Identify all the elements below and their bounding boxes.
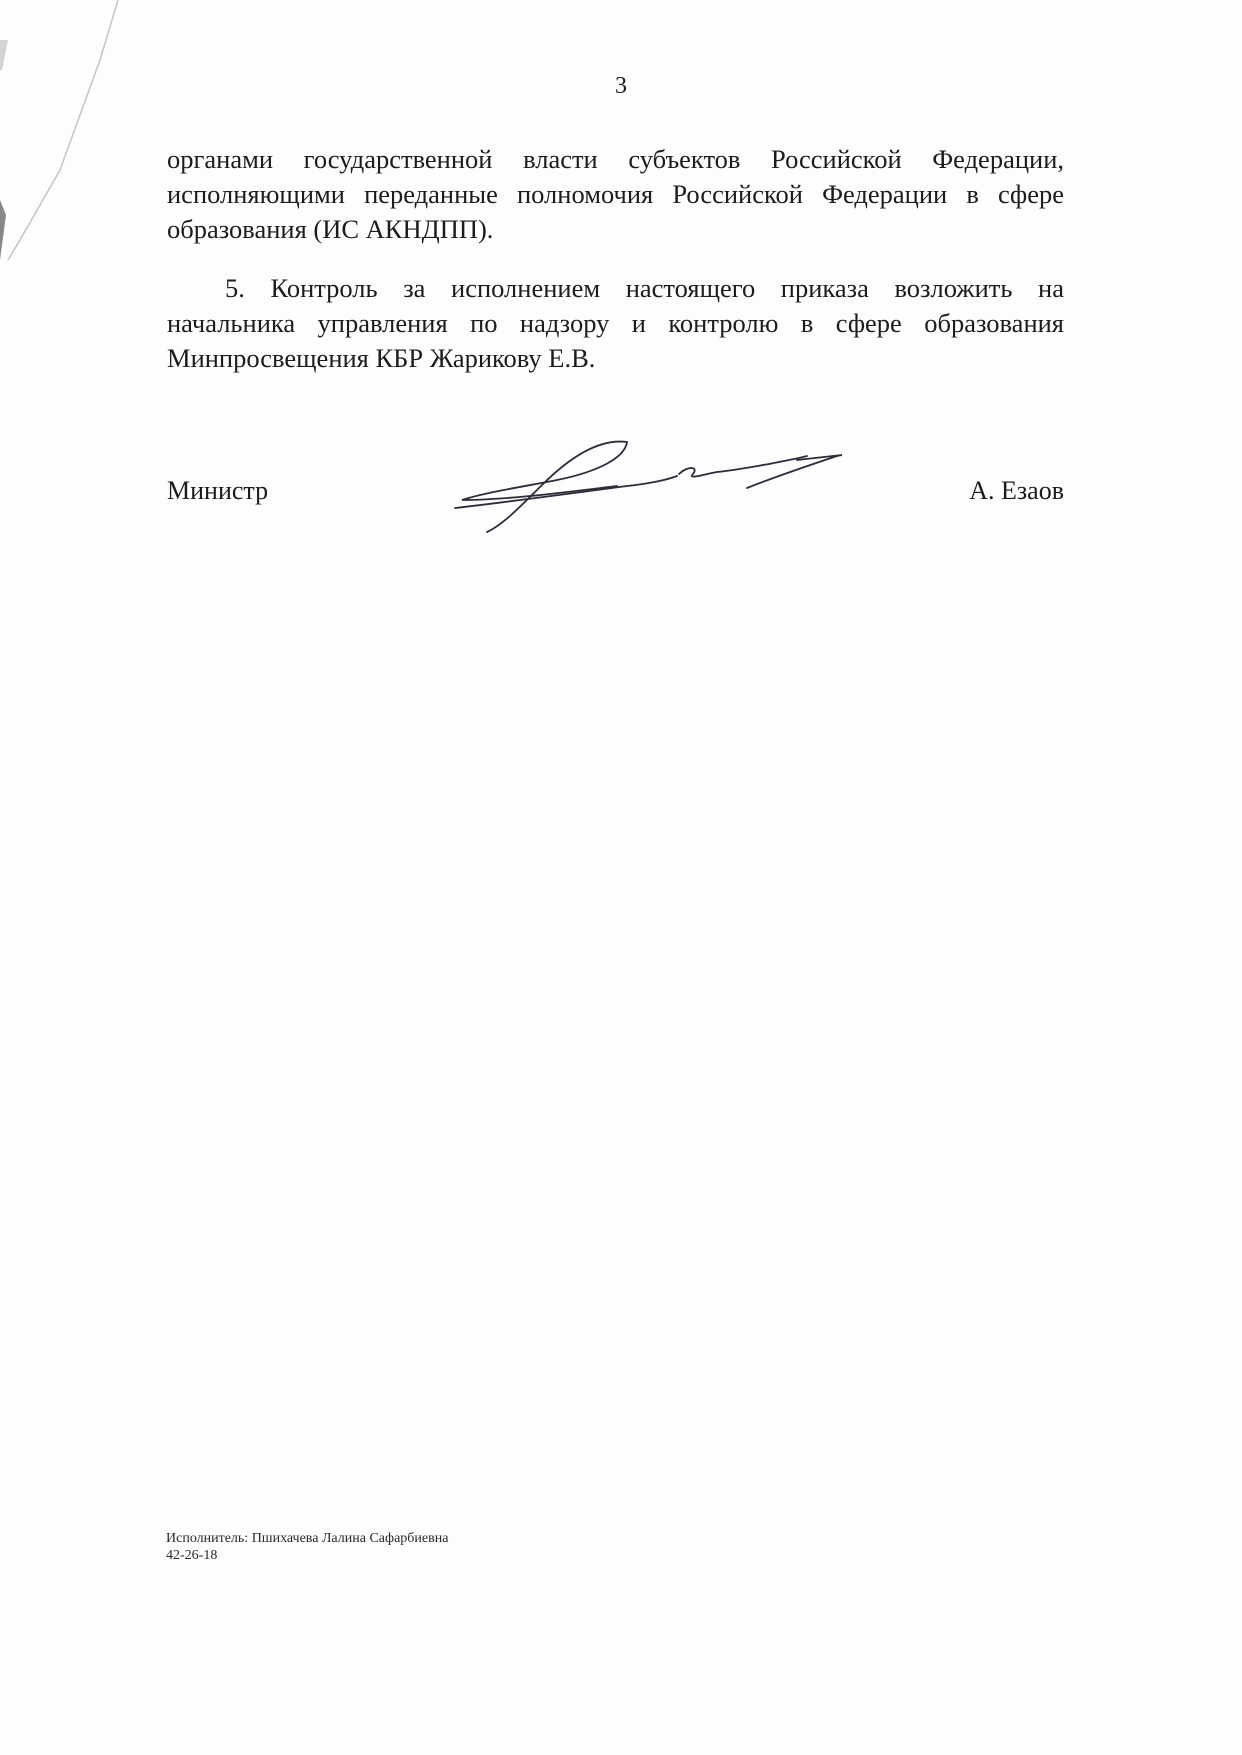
signer-name: А. Езаов [969,476,1064,505]
paragraph-continued: органами государственной власти субъектов Российской Федерации, исполняющими переданные полномочия Российской Федерации в сфере образования (ИС АКНДПП). [167,144,1064,244]
executor-info [166,1530,448,1564]
signer-title: Министр [167,476,269,505]
page-number: 3 [615,73,627,99]
signature-block [167,430,1064,550]
executor-name: Исполнитель: Пшихачева Лалина Сафарбиевна [166,1531,449,1546]
paragraph-item-5: 5. Контроль за исполнением настоящего приказа возложить на начальника управления по надзору и контролю в сфере образования Минпросвещения КБР Жарикову Е.В. [167,273,1064,373]
document-body [167,142,1064,376]
scan-edge-shadow [0,0,130,300]
handwritten-signature [447,430,877,535]
executor-phone: 42-26-18 [166,1548,218,1563]
